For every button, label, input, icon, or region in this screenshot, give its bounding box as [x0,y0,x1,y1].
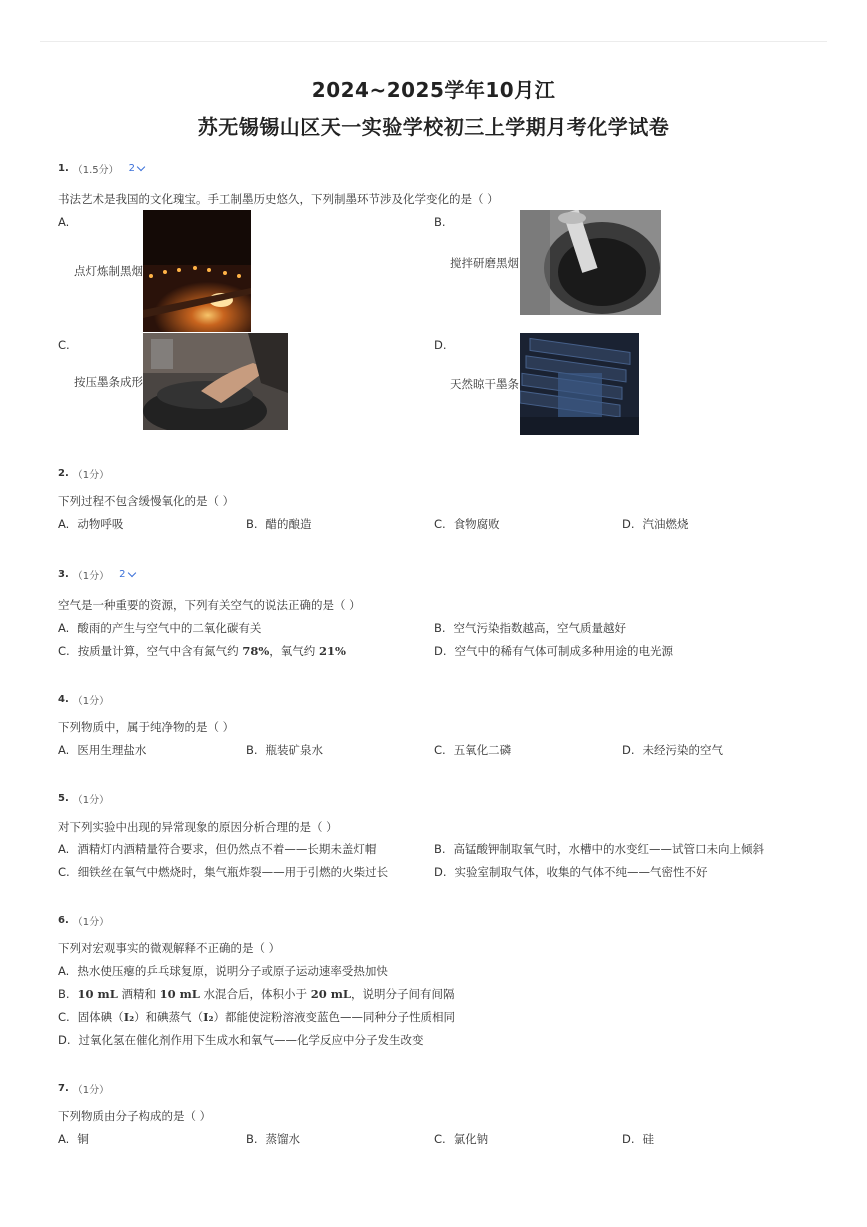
page-title-line2: 苏无锡锡山区天一实验学校初三上学期月考化学试卷 [197,115,670,139]
chevron-down-icon [137,163,145,171]
option-c [58,864,388,880]
option-label: B. [434,842,446,856]
version-selector[interactable] [119,569,134,580]
math-value: 20 mL [310,987,351,1001]
drying-ink-sticks-photo [520,333,639,435]
math-value: 78% [242,644,270,658]
option-text: 空气污染指数越高，空气质量越好 [453,621,627,635]
option-label: D. [622,517,635,531]
option-b [434,620,626,636]
option-text: 热水使压瘪的乒乓球复原，说明分子或原子运动速率受热加快 [77,964,388,978]
option-text: ，氧气约 [269,644,319,658]
option-text: 天然晾干墨条 [450,377,519,391]
question-2-header [58,466,109,481]
question-score: （1分） [72,795,110,806]
option-a [58,963,388,979]
option-d [58,1032,424,1048]
question-6-header [58,913,109,928]
option-label: B. [246,743,258,757]
option-label: D. [622,743,635,757]
option-c [58,1009,455,1025]
option-label: D. [622,1132,635,1146]
question-number: 5. [58,793,69,804]
question-3-header [58,567,135,582]
option-label: C. [58,865,70,879]
option-label: A. [58,1132,70,1146]
option-d [622,742,723,758]
option-a [58,516,123,532]
option-label: B. [246,517,258,531]
option-label: C. [434,743,446,757]
top-divider [40,41,827,42]
question-score: （1.5分） [72,165,119,176]
question-number: 6. [58,915,69,926]
option-label: C. [58,644,70,658]
option-text: 五氧化二磷 [453,743,512,757]
option-label: D. [434,644,447,658]
option-label: A. [58,964,70,978]
math-value: I₂ [203,1010,214,1024]
option-text: 高锰酸钾制取氧气时，水槽中的水变红——试管口未向上倾斜 [453,842,765,856]
question-4-stem: 下列物质中，属于纯净物的是（ ） [58,720,235,734]
math-value: 21% [318,644,346,658]
question-score: （1分） [72,917,110,928]
question-7-header [58,1081,109,1096]
option-text: 醋的酿造 [265,517,312,531]
option-text: 搅拌研磨黑烟 [450,256,519,270]
option-b [246,516,312,532]
option-text: 氯化钠 [453,1132,489,1146]
question-4-header [58,692,109,707]
option-text: 酒精灯内酒精量符合要求，但仍然点不着——长期未盖灯帽 [77,842,377,856]
question-number: 2. [58,468,69,479]
option-d [622,516,689,532]
option-a [58,841,376,857]
option-text: 按质量计算，空气中含有氮气约 [77,644,243,658]
question-7-stem: 下列物质由分子构成的是（ ） [58,1109,212,1123]
option-b [246,742,323,758]
grinding-bowl-photo [520,210,661,315]
option-a [58,1131,89,1147]
option-text: 水混合后，体积小于 [199,987,311,1001]
option-b [246,1131,300,1147]
question-score: （1分） [72,696,110,707]
option-label: A. [58,621,70,635]
option-label: C. [58,1010,70,1024]
chevron-down-icon [127,569,135,577]
version-count: 2 [119,569,126,580]
question-3-stem: 空气是一种重要的资源，下列有关空气的说法正确的是（ ） [58,598,361,612]
question-1-stem: 书法艺术是我国的文化瑰宝。手工制墨历史悠久，下列制墨环节涉及化学变化的是（ ） [58,192,499,206]
option-text: ，说明分子间有间隔 [350,987,455,1001]
option-c [434,742,511,758]
option-text: 医用生理盐水 [77,743,147,757]
question-score: （1分） [72,1085,110,1096]
question-number: 3. [58,569,69,580]
option-c [434,516,500,532]
option-c [434,1131,488,1147]
page-title-line1: 2024~2025学年10月江 [311,78,556,102]
option-text: 未经污染的空气 [642,743,724,757]
option-b [58,986,454,1002]
option-text: 铜 [77,1132,89,1146]
option-a [58,620,261,636]
option-label: C. [434,517,446,531]
question-score: （1分） [72,571,110,582]
option-text: 动物呼吸 [77,517,124,531]
option-label: C. [434,1132,446,1146]
option-text: ）都能使淀粉溶液变蓝色——同种分子性质相同 [213,1010,456,1024]
option-label: A. [58,215,70,229]
option-a [58,742,146,758]
question-5-stem: 对下列实验中出现的异常现象的原因分析合理的是（ ） [58,820,338,834]
option-c [58,643,346,659]
option-label: A. [58,743,70,757]
version-selector[interactable] [129,163,144,174]
question-2-stem: 下列过程不包含缓慢氧化的是（ ） [58,494,235,508]
option-text: 酒精和 [117,987,160,1001]
option-text: 过氧化氢在催化剂作用下生成水和氧气——化学反应中分子发生改变 [78,1033,424,1047]
question-score: （1分） [72,470,110,481]
option-label: D. [434,338,447,352]
question-number: 4. [58,694,69,705]
option-text: 按压墨条成形 [74,375,143,389]
option-d [434,643,673,659]
math-value: I₂ [123,1010,135,1024]
option-text: 汽油燃烧 [642,517,689,531]
version-count: 2 [128,163,136,174]
option-label: B. [434,621,446,635]
option-text: 蒸馏水 [265,1132,301,1146]
question-1-header [58,161,144,176]
option-text: ）和碘蒸气（ [134,1010,204,1024]
option-text: 细铁丝在氧气中燃烧时，集气瓶炸裂——用于引燃的火柴过长 [77,865,389,879]
option-label: B. [434,215,446,229]
pressing-ink-photo [143,333,288,430]
option-label: A. [58,517,70,531]
option-label: B. [246,1132,258,1146]
option-d [434,864,708,880]
option-text: 瓶装矿泉水 [265,743,324,757]
option-label: B. [58,987,70,1001]
option-text: 实验室制取气体，收集的气体不纯——气密性不好 [454,865,708,879]
option-text: 固体碘（ [77,1010,124,1024]
option-label: D. [58,1033,71,1047]
option-text: 硅 [642,1132,655,1146]
math-value: 10 mL [77,987,118,1001]
question-number: 7. [58,1083,69,1094]
option-label: D. [434,865,447,879]
option-text: 点灯炼制黑烟 [74,264,143,278]
question-5-header [58,791,109,806]
lamp-smoke-photo [143,210,251,332]
option-b [434,841,764,857]
question-number: 1. [58,163,69,174]
question-6-stem: 下列对宏观事实的微观解释不正确的是（ ） [58,941,281,955]
option-d [622,1131,654,1147]
option-text: 食物腐败 [453,517,500,531]
option-label: C. [58,338,70,352]
math-value: 10 mL [159,987,200,1001]
option-label: A. [58,842,70,856]
option-text: 酸雨的产生与空气中的二氧化碳有关 [77,621,262,635]
option-text: 空气中的稀有气体可制成多种用途的电光源 [454,644,674,658]
